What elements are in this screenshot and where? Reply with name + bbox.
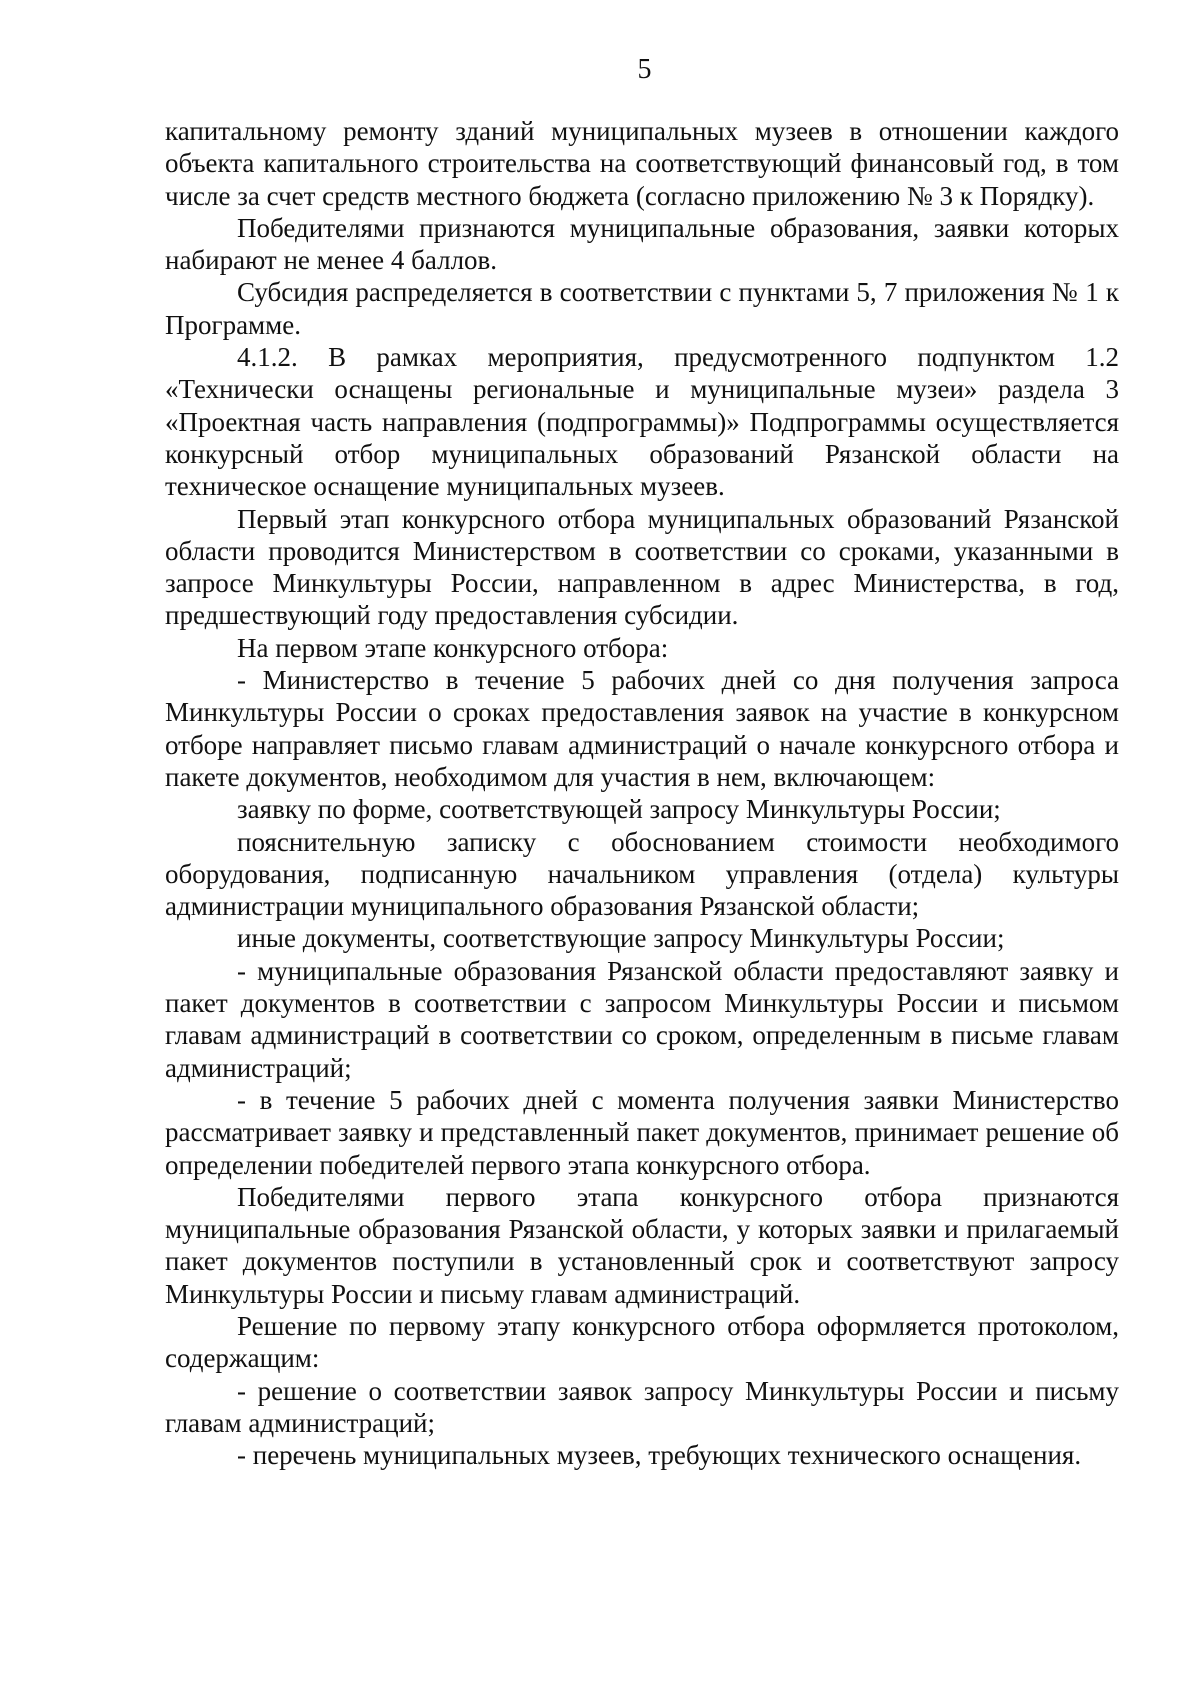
list-item-other-documents: иные документы, соответствующие запросу Минкультуры России; xyxy=(237,923,1005,954)
paragraph-section-4-1-2: 4.1.2. В рамках мероприятия, предусмотренного подпунктом 1.2 «Технически оснащены региональные и муниципальные музеи» раздела 3 «Проектная часть направления (подпрограммы)» Подпрограммы осуществляется конкурсный отбор муниципальных образований Рязанской области на техническое оснащение муниципальных музеев. xyxy=(165,342,1119,502)
list-item-ministry-review: - в течение 5 рабочих дней с момента получения заявки Министерство рассматривает заявку и представленный пакет документов, принимает решение об определении победителей первого этапа конкурсного отбора. xyxy=(165,1084,1119,1180)
document-body xyxy=(165,115,1119,1471)
paragraph-first-stage: Первый этап конкурсного отбора муниципальных образований Рязанской области проводится Министерством в соответствии со сроками, указанными в запросе Минкультуры России, направленном в адрес Министерства, в год, предшествующий году предоставления субсидии. xyxy=(165,503,1119,631)
list-item-decision-compliance: - решение о соответствии заявок запросу Минкультуры России и письму главам администраций; xyxy=(165,1375,1119,1438)
page-number: 5 xyxy=(637,54,652,85)
list-item-municipalities-submit: - муниципальные образования Рязанской области предоставляют заявку и пакет документов в соответствии с запросом Минкультуры России и письмом главам администраций в соответствии со сроком, определенным в письме главам администраций; xyxy=(165,955,1119,1083)
paragraph-first-stage-intro: На первом этапе конкурсного отбора: xyxy=(237,632,669,663)
paragraph-first-stage-winners: Победителями первого этапа конкурсного отбора признаются муниципальные образования Рязанской области, у которых заявки и прилагаемый пакет документов поступили в установленный срок и соответствуют запросу Минкультуры России и письму главам администраций. xyxy=(165,1181,1119,1309)
paragraph-continuation: капитальному ремонту зданий муниципальных музеев в отношении каждого объекта капитального строительства на соответствующий финансовый год, в том числе за счет средств местного бюджета (согласно приложению № 3 к Порядку). xyxy=(165,116,1119,211)
list-item-ministry-letter: - Министерство в течение 5 рабочих дней со дня получения запроса Минкультуры России о сроках предоставления заявок на участие в конкурсном отборе направляет письмо главам администраций о начале конкурсного отбора и пакете документов, необходимом для участия в нем, включающем: xyxy=(165,665,1119,792)
paragraph-decision-protocol: Решение по первому этапу конкурсного отбора оформляется протоколом, содержащим: xyxy=(165,1310,1119,1374)
list-item-museum-list: - перечень муниципальных музеев, требующих технического оснащения. xyxy=(237,1440,1082,1471)
list-item-application-form: заявку по форме, соответствующей запросу Минкультуры России; xyxy=(237,794,1001,825)
paragraph-winners-criteria: Победителями признаются муниципальные образования, заявки которых набирают не менее 4 баллов. xyxy=(165,212,1119,276)
paragraph-subsidy-distribution: Субсидия распределяется в соответствии с пунктами 5, 7 приложения № 1 к Программе. xyxy=(165,277,1119,340)
list-item-explanatory-note: пояснительную записку с обоснованием стоимости необходимого оборудования, подписанную начальником управления (отдела) культуры администрации муниципального образования Рязанской области; xyxy=(165,826,1119,922)
